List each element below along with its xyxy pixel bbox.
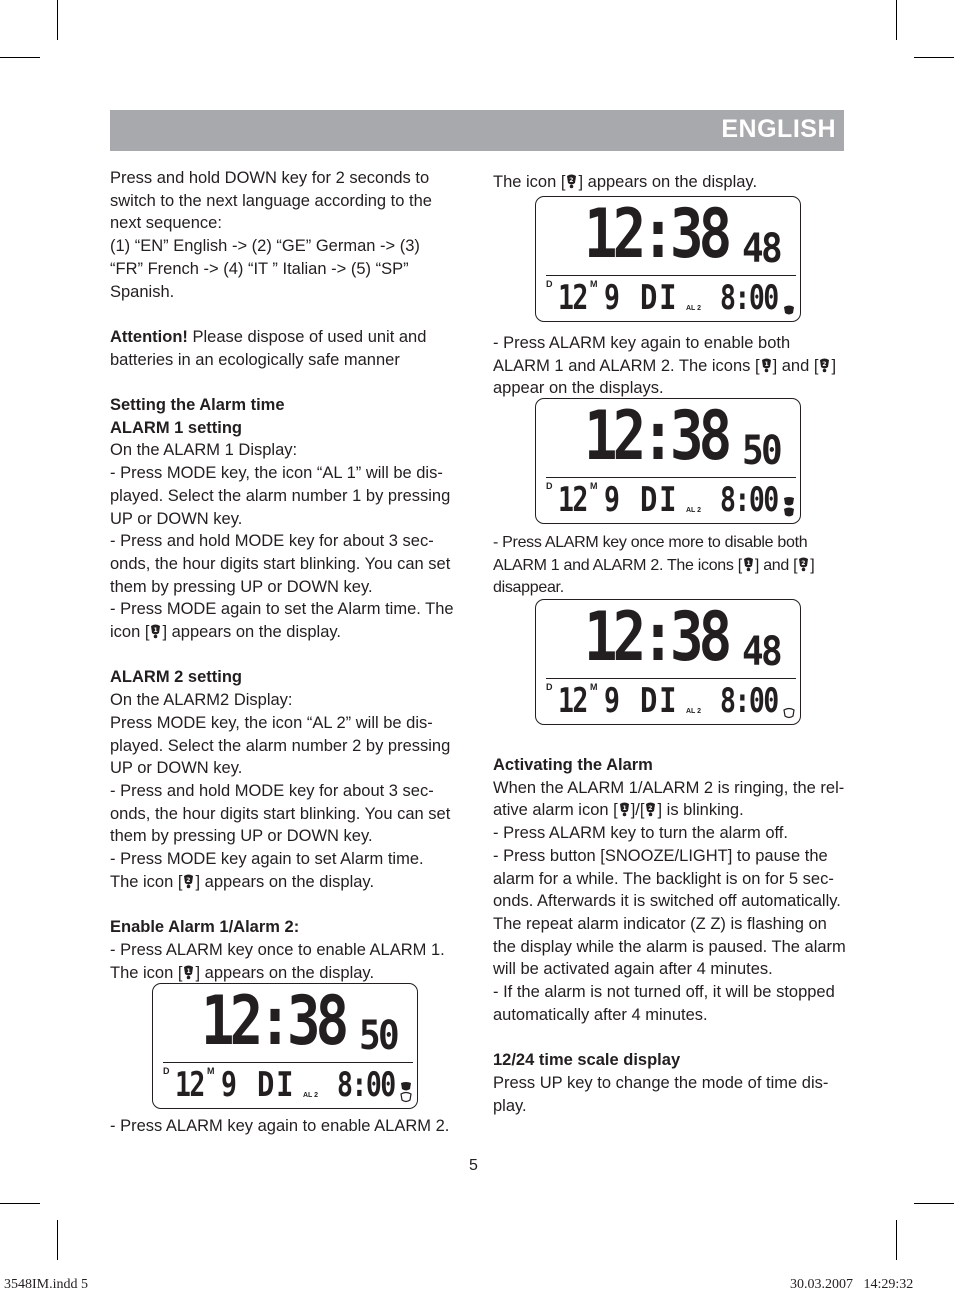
- text-fragment: The icon [: [493, 173, 566, 191]
- paragraph: Press MODE key, the icon “AL 2” will be displayed. Select the alarm number 2 by pressing UP or DOWN key.: [110, 713, 451, 778]
- lcd-date: 12: [558, 278, 587, 318]
- paragraph: On the ALARM2 Display:: [110, 691, 293, 710]
- lcd-seconds: 50: [359, 1013, 397, 1059]
- section-heading: Setting the Alarm time: [110, 396, 285, 414]
- lcd-day-label: D: [546, 279, 553, 289]
- lcd-alarm-time: 8:00: [337, 1065, 395, 1105]
- bell-2-icon: [797, 557, 810, 572]
- lcd-weekday: DI: [257, 1065, 296, 1105]
- lcd-time: 12:38: [584, 397, 728, 476]
- lcd-date: 12: [558, 681, 587, 721]
- paragraph: On the ALARM 1 Display:: [110, 441, 298, 460]
- paragraph: - If the alarm is not turned off, it will be stopped automatically after 4 minutes.: [493, 983, 835, 1024]
- lcd-divider: [163, 1062, 413, 1063]
- subsection-heading: ALARM 2 setting: [110, 668, 242, 687]
- bell-1-icon: [618, 802, 631, 817]
- lcd-time: 12:38: [201, 982, 345, 1061]
- svg-text:2: 2: [186, 876, 191, 884]
- lcd-weekday: DI: [640, 278, 679, 318]
- lcd-divider: [546, 477, 796, 478]
- attention-paragraph: [110, 326, 455, 371]
- paragraph: [493, 332, 847, 400]
- bell-2-icon: [818, 358, 831, 373]
- lcd-month: 9: [604, 681, 620, 721]
- attention-label: Attention!: [110, 327, 188, 346]
- lcd-alarm-label: AL 2: [686, 708, 702, 715]
- text-fragment: When the ALARM 1/ALARM 2 is ringing, the relative alarm icon [: [493, 778, 845, 820]
- lcd-day-label: D: [546, 481, 553, 491]
- bell-icons: [782, 497, 796, 519]
- lcd-month: 9: [221, 1065, 237, 1105]
- text-fragment: ] appear on the displays.: [493, 356, 837, 398]
- lcd-alarm-label: AL 2: [303, 1092, 319, 1099]
- text-fragment: - Press ALARM key once more to disable both ALARM 1 and ALARM 2. The icons [: [493, 534, 808, 574]
- paragraph: [110, 962, 455, 985]
- svg-text:2: 2: [822, 360, 827, 368]
- text-fragment: ] is blinking.: [657, 801, 744, 820]
- svg-text:2: 2: [801, 559, 806, 567]
- lcd-month-label: M: [207, 1066, 215, 1076]
- crop-mark: [914, 1203, 954, 1204]
- text-fragment: ] disappear.: [493, 556, 815, 597]
- lcd-divider: [546, 275, 796, 276]
- lcd-display: [535, 599, 801, 725]
- language-instruction: Press and hold DOWN key for 2 seconds to switch to the next language according to the next sequence:: [110, 169, 432, 233]
- text-fragment: ] appears on the display.: [195, 963, 375, 982]
- crop-mark: [0, 1203, 40, 1204]
- lcd-date: 12: [175, 1065, 204, 1105]
- lcd-weekday: DI: [640, 681, 679, 721]
- language-header-bar: [110, 110, 844, 151]
- page-number: 5: [469, 1157, 478, 1174]
- paragraph: [493, 777, 847, 822]
- paragraph: - Press and hold MODE key for about 3 seconds, the hour digits start blinking. You can set them by pressing UP or DOWN key.: [110, 781, 451, 846]
- paragraph: [493, 171, 847, 194]
- lcd-month-label: M: [590, 279, 598, 289]
- subsection-heading: 12/24 time scale display: [493, 1051, 681, 1070]
- lcd-day-label: D: [163, 1066, 170, 1076]
- text-fragment: The icon [: [110, 963, 183, 982]
- lcd-month: 9: [604, 278, 620, 318]
- lcd-alarm-label: AL 2: [686, 507, 702, 514]
- lcd-weekday: DI: [640, 480, 679, 520]
- text-fragment: - Press MODE again to set the Alarm time. The icon [: [110, 600, 454, 642]
- crop-mark: [57, 1220, 58, 1260]
- bell-icon: [782, 698, 796, 720]
- paragraph: - Press and hold MODE key for about 3 seconds, the hour digits start blinking. You can set them by pressing UP or DOWN key.: [110, 532, 451, 596]
- crop-mark: [914, 57, 954, 58]
- bell-2-icon: [565, 174, 578, 189]
- paragraph: [110, 598, 455, 643]
- svg-text:2: 2: [569, 177, 574, 184]
- lcd-time: 12:38: [584, 598, 728, 677]
- lcd-month-label: M: [590, 481, 598, 491]
- lcd-alarm-label: AL 2: [686, 305, 702, 312]
- bell-1-icon: [149, 624, 162, 639]
- paragraph: - Press ALARM key again to enable ALARM 2.: [110, 1117, 450, 1135]
- crop-mark: [57, 0, 58, 40]
- bell-1-icon: [760, 358, 773, 373]
- bell-2-icon: [644, 802, 657, 817]
- lcd-month-label: M: [590, 682, 598, 692]
- footer-file-name: 3548IM.indd 5: [4, 1277, 88, 1292]
- language-sequence: (1) “EN” English -> (2) “GE” German -> (3) “FR” French -> (4) “IT ” Italian -> (5) “SP” Spanish.: [110, 237, 420, 301]
- crop-mark: [896, 1220, 897, 1260]
- paragraph: - Press MODE key, the icon “AL 1” will be displayed. Select the alarm number 1 by pressing UP or DOWN key.: [110, 464, 451, 528]
- subsection-heading: Activating the Alarm: [493, 756, 653, 774]
- subsection-heading: Enable Alarm 1/Alarm 2:: [110, 918, 300, 937]
- lcd-alarm-time: 8:00: [720, 480, 778, 520]
- paragraph: - Press ALARM key to turn the alarm off.: [493, 824, 788, 843]
- bell-1-icon: [399, 1082, 413, 1104]
- left-column: [110, 167, 455, 984]
- text-fragment: ]/[: [630, 801, 645, 820]
- svg-text:2: 2: [648, 805, 653, 813]
- lcd-display: [535, 398, 801, 524]
- lcd-seconds: 48: [742, 629, 780, 675]
- crop-mark: [0, 57, 40, 58]
- svg-text:1: 1: [622, 805, 627, 813]
- crop-mark: [896, 0, 897, 40]
- activating-section: [493, 754, 847, 1117]
- paragraph: [493, 532, 847, 600]
- attention-text: Please dispose of used unit and batteries in an ecologically safe manner: [110, 327, 427, 369]
- header-title: ENGLISH: [721, 115, 836, 143]
- lcd-alarm-time: 8:00: [720, 681, 778, 721]
- footer-datetime: 30.03.2007 14:29:32: [790, 1277, 914, 1292]
- text-fragment: ] and [: [772, 356, 819, 375]
- text-fragment: - Press MODE key again to set Alarm time. The icon [: [110, 850, 424, 891]
- lcd-display: [152, 983, 418, 1109]
- lcd-day-label: D: [546, 682, 553, 692]
- svg-text:1: 1: [186, 967, 192, 975]
- lcd-divider: [546, 678, 796, 679]
- paragraph: - Press button [SNOOZE/LIGHT] to pause the alarm for a while. The backlight is on for 5 seconds. Afterwards it is switched off automatically. The repeat alarm indicator (Z Z) is flashing on the display while the alarm is paused. The alarm will be activated again after 4 minutes.: [493, 846, 846, 979]
- bell-1-icon: [742, 557, 755, 572]
- paragraph: Press UP key to change the mode of time display.: [493, 1073, 829, 1115]
- text-fragment: ] appears on the display.: [578, 173, 758, 191]
- svg-text:1: 1: [764, 360, 769, 368]
- lcd-time: 12:38: [584, 195, 728, 274]
- text-fragment: ] appears on the display.: [162, 623, 341, 642]
- lcd-alarm-time: 8:00: [720, 278, 778, 318]
- lcd-date: 12: [558, 480, 587, 520]
- subsection-heading: ALARM 1 setting: [110, 418, 242, 437]
- bell-1-icon: [182, 965, 195, 980]
- text-fragment: ] appears on the display.: [195, 872, 375, 891]
- lcd-display: [535, 196, 801, 322]
- bell-2-icon: [182, 874, 195, 889]
- lcd-month: 9: [604, 480, 620, 520]
- svg-text:1: 1: [153, 627, 159, 635]
- lcd-seconds: 48: [742, 226, 780, 272]
- paragraph: [110, 848, 455, 893]
- paragraph: - Press ALARM key once to enable ALARM 1.: [110, 940, 445, 959]
- text-fragment: ] and [: [754, 556, 798, 574]
- text-fragment: - Press ALARM key again to enable both ALARM 1 and ALARM 2. The icons [: [493, 334, 791, 375]
- svg-text:1: 1: [746, 559, 751, 567]
- bell-2-icon: [782, 295, 796, 317]
- lcd-seconds: 50: [742, 428, 780, 474]
